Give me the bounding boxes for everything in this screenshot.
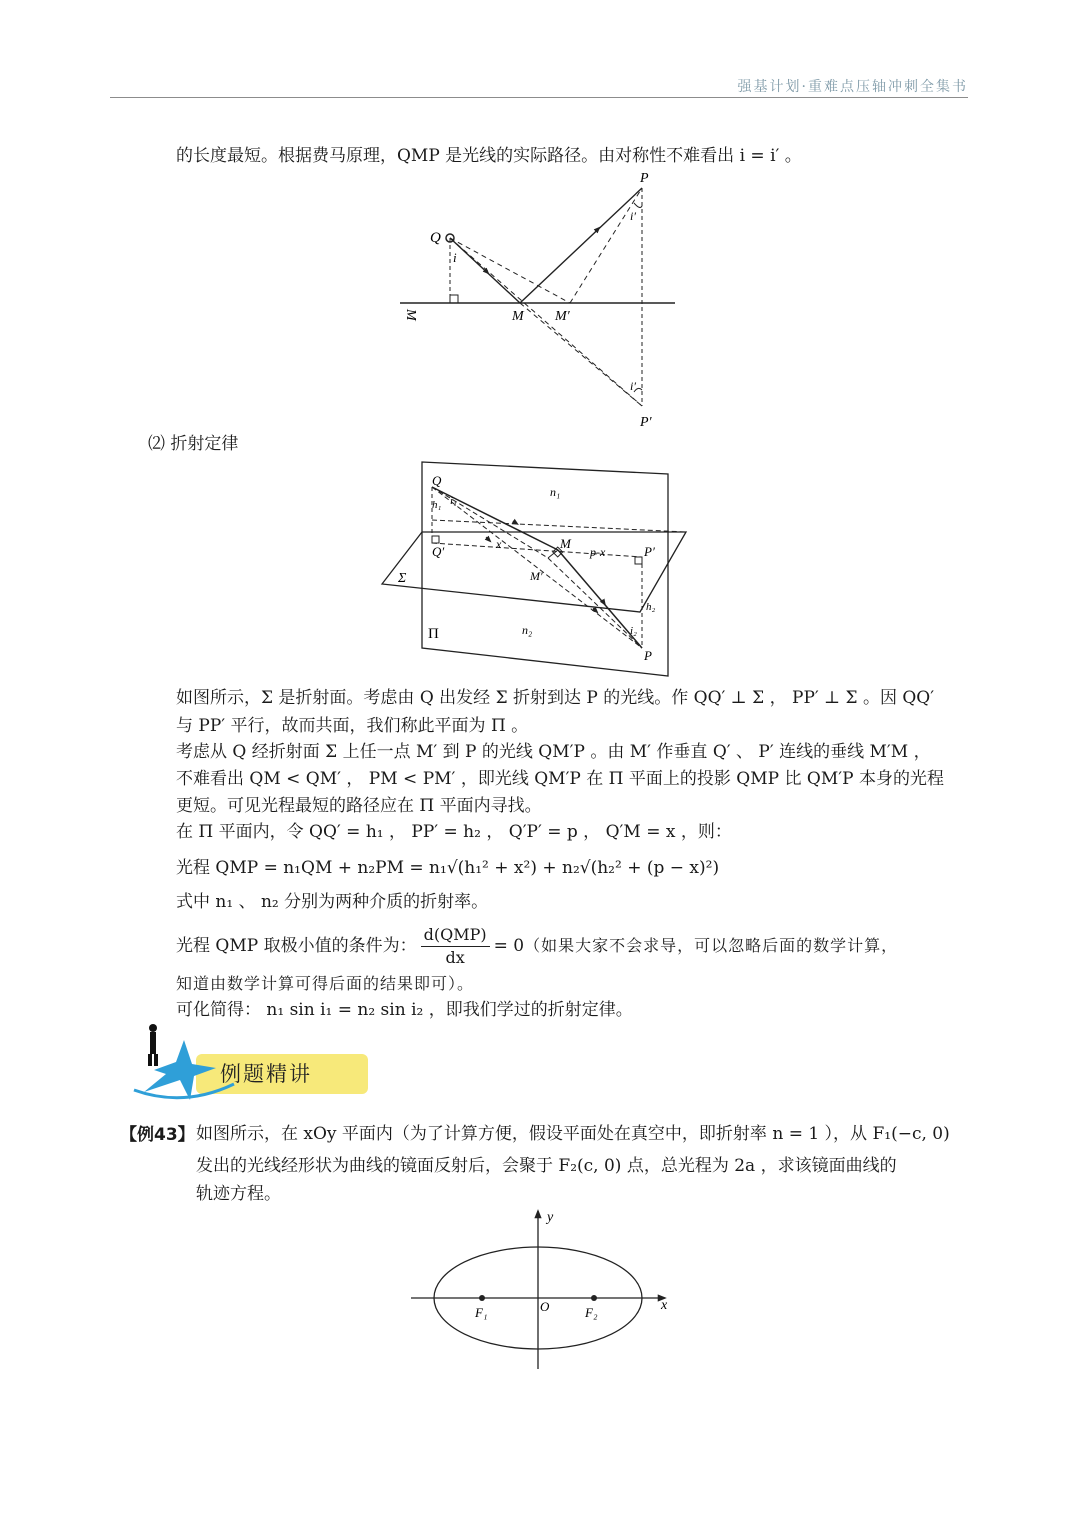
- derivative-fraction: [421, 924, 490, 969]
- origin-label: O: [540, 1299, 550, 1314]
- label-h1: h₁: [432, 499, 442, 511]
- optical-path-formula: 光程 QMP = n₁QM + n₂PM = n₁√(h₁² + x²) + n₂√(h₂² + (p − x)²): [176, 858, 720, 878]
- label-P: P: [640, 171, 649, 186]
- label-i2: i₂: [630, 625, 637, 637]
- intro-line: 的长度最短。根据费马原理，QMP 是光线的实际路径。由对称性不难看出 i = i′ 。: [176, 146, 802, 166]
- header-title: 强基计划·重难点压轴冲刺全集书: [737, 79, 968, 95]
- snell-law-line: 可化简得： n₁ sin i₁ = n₂ sin i₂ ，即我们学过的折射定律。: [176, 1000, 633, 1020]
- label-h2: h₂: [646, 601, 656, 613]
- label-p-minus-x: p-x: [590, 545, 606, 559]
- condition-note: （如果大家不会求导，可以忽略后面的数学计算，: [524, 936, 899, 955]
- header-rule: [110, 97, 968, 98]
- label-i: i: [453, 250, 457, 265]
- section-label: ⑵ 折射定律: [148, 434, 239, 454]
- examples-banner-label: 例题精讲: [220, 1062, 312, 1086]
- body-line-3: 考虑从 Q 经折射面 Σ 上任一点 M′ 到 P 的光线 QM′P 。由 M′ 作垂直 Q′ 、 P′ 连线的垂线 M′M ，: [176, 742, 931, 762]
- label-M: M: [512, 309, 524, 324]
- label-M-prime: M′: [555, 309, 570, 324]
- condition-equals: = 0: [493, 936, 525, 956]
- body-line-8: 式中 n₁ 、 n₂ 分别为两种介质的折射率。: [176, 892, 489, 912]
- label-P-prime: P′: [644, 544, 655, 559]
- label-Q: Q: [432, 473, 442, 488]
- example-line-1: 如图所示，在 xOy 平面内（为了计算方便，假设平面处在真空中，即折射率 n = 1 ），从 F₁(−c, 0): [196, 1124, 950, 1144]
- axis-y-label: y: [547, 1210, 554, 1225]
- label-n1: n₁: [550, 485, 561, 499]
- body-line-10: 知道由数学计算可得后面的结果即可）。: [176, 974, 475, 993]
- label-i-prime-top: i′: [630, 209, 636, 223]
- refraction-figure: [378, 458, 692, 680]
- body-line-1: 如图所示，Σ 是折射面。考虑由 Q 出发经 Σ 折射到达 P 的光线。作 QQ′ ⊥ Σ ， PP′ ⊥ Σ 。因 QQ′: [176, 688, 935, 708]
- body-line-4: 不难看出 QM < QM′ ， PM < PM′ ，即光线 QM′P 在 Π 平面上的投影 QMP 比 QM′P 本身的光程: [176, 769, 944, 789]
- axis-x-label: x: [661, 1298, 668, 1313]
- page-header: [0, 0, 1080, 100]
- condition-prefix: 光程 QMP 取极小值的条件为：: [176, 936, 417, 956]
- label-P: P: [644, 648, 652, 663]
- label-i-prime-bottom: i′: [630, 379, 636, 393]
- label-M: M: [560, 536, 571, 551]
- label-P-prime: P′: [640, 415, 652, 430]
- label-Q: Q: [430, 230, 441, 246]
- focus-F2-label: F₂: [585, 1305, 598, 1320]
- example-tag: 【例43】: [120, 1125, 195, 1145]
- label-Sigma: Σ: [398, 571, 407, 586]
- label-x: x: [496, 537, 502, 551]
- condition-line: [176, 920, 898, 972]
- body-line-6: 在 Π 平面内，令 QQ′ = h₁ ， PP′ = h₂ ， Q′P′ = p ， Q′M = x ，则：: [176, 822, 732, 842]
- fraction-numerator: d(QMP): [421, 924, 490, 947]
- label-Q-prime: Q′: [432, 544, 445, 559]
- body-line-5: 更短。可见光程最短的路径应在 Π 平面内寻找。: [176, 796, 542, 816]
- label-n2: n₂: [522, 623, 533, 637]
- example-line-2: 发出的光线经形状为曲线的镜面反射后，会聚于 F₂(c, 0) 点，总光程为 2a ，求该镜面曲线的: [196, 1156, 897, 1176]
- fraction-denominator: dx: [445, 948, 465, 967]
- body-line-2: 与 PP′ 平行，故而共面，我们称此平面为 Π 。: [176, 716, 529, 736]
- label-Pi: Π: [428, 626, 439, 642]
- label-i1: i₁: [450, 495, 457, 507]
- reflection-figure: [390, 168, 690, 436]
- ellipse-figure: [405, 1205, 675, 1373]
- label-M-prime: M′: [530, 569, 543, 583]
- focus-F1-label: F₁: [475, 1305, 488, 1320]
- label-mirror: M: [403, 309, 418, 321]
- example-line-3: 轨迹方程。: [196, 1184, 281, 1204]
